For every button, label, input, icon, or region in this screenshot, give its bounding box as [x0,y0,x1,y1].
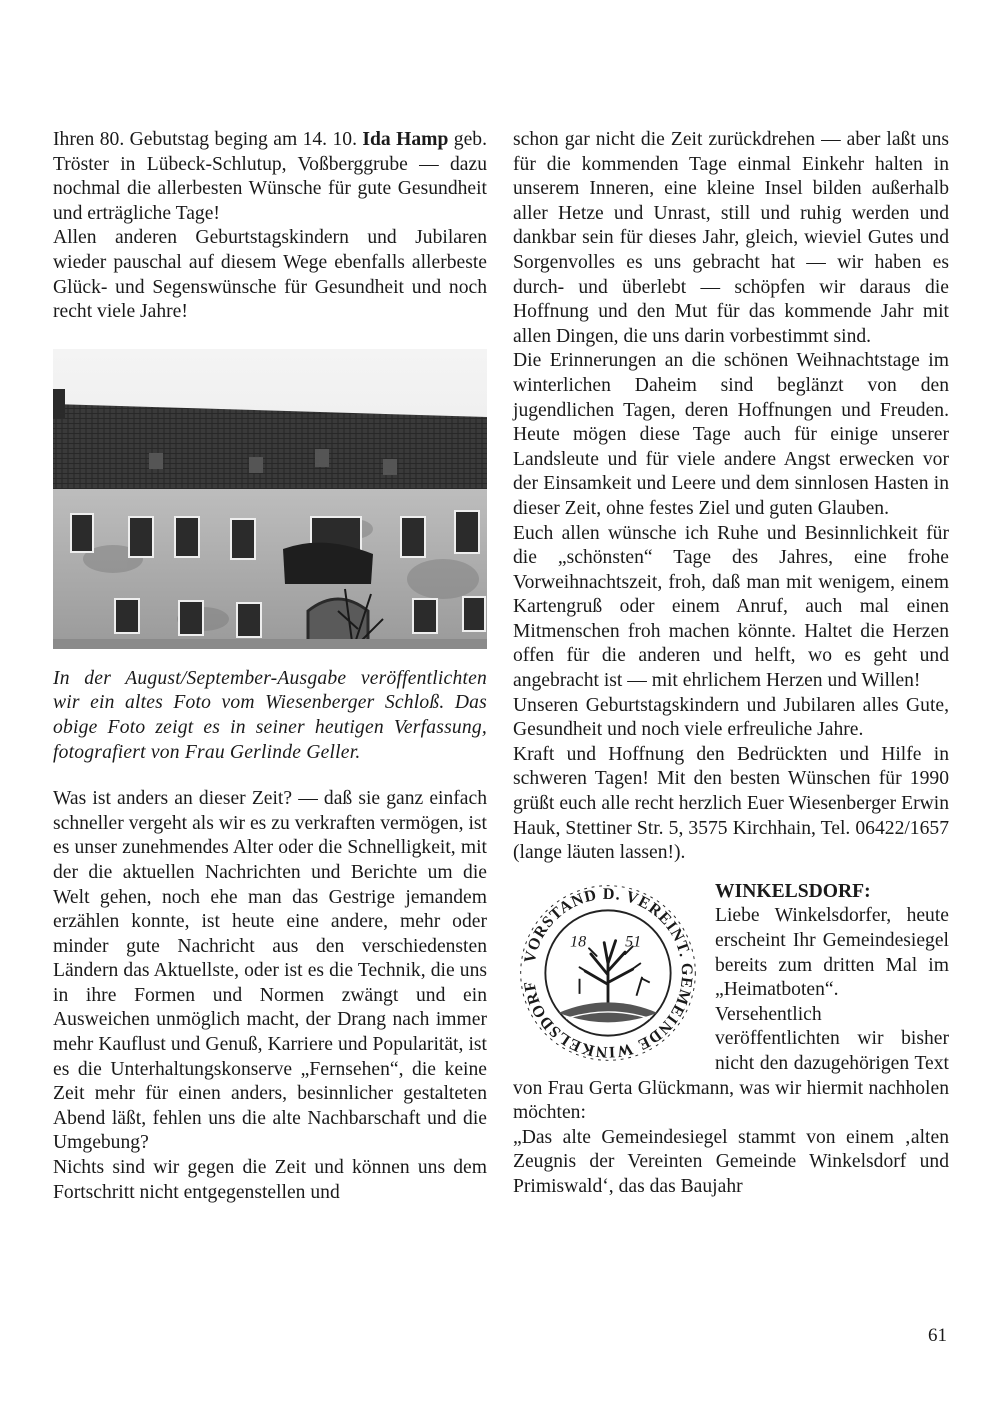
seal-year-left: 18 [570,933,587,951]
seal-ring-text: VORSTAND D. VEREINT. GEMEINDE WINKELSDORF [521,885,696,1061]
left-column [53,128,487,1205]
photo-caption: In der August/September-Ausgabe veröffentlichten wir ein altes Foto vom Wiesenberger Schloß. Das obige Foto zeigt es in seiner heutigen Verfassung, fotografiert von Frau Gerlinde Geller. [53,667,487,763]
winkelsdorf-heading: WINKELSDORF: [715,880,871,902]
reflection-paragraph: Was ist anders an dieser Zeit? — daß sie ganz einfach schneller vergeht als wir es zu verkraften vermögen, ist es unser zunehmendes Alter oder die Schnelligkeit, mit der die aktuellen Nachrichten und Berichte um die Welt gehen, noch ehe man das Gestrige jemandem erzählen konnte, ist heute eine andere, mehr oder minder gute Nachricht aus den verschiedensten Ländern das Aktuellste, oder ist es die Technik, die uns in ihre Formen und Normen zwängt und ein Ausweichen unmöglich macht, der Drang nach immer mehr Kauflust und Genuß, Karriere und Popularität, ist es die Unterhaltungskonserve „Fernsehen“, die keine Zeit mehr für einen anders, besinnlicher gestalteten Abend läßt, fehlen uns die alte Nachbarschaft und die Umgebung? [53,788,487,1154]
seal-year-right: 51 [625,933,642,951]
jubilee-paragraph: Unseren Geburtstagskindern und Jubilaren alles Gute, Gesundheit und noch viele erfreuliche Jahre. [513,694,949,741]
signature-paragraph: Kraft und Hoffnung den Bedrückten und Hilfe in schweren Tagen! Mit den besten Wünschen für 1990 grüßt euch alle recht herzlich Euer Wiesenberger Erwin Hauk, Stettiner Str. 5, 3575 Kirchhain, Tel. 06422/1657 (lange läuten lassen!). [513,743,949,864]
birthday-paragraph: Ihren 80. Gebutstag beging am 14. 10. Ida Hamp geb. Tröster in Lübeck-Schlutup, Voßberggrube — dazu nochmal die allerbesten Wünsche für gute Gesundheit und erträgliche Tage! [53,129,487,224]
seal-history-paragraph: „Das alte Gemeindesiegel stammt von einem ‚alten Zeugnis der Vereinten Gemeinde Winkelsdorf und Primiswald‘, das das Baujahr [513,1126,949,1197]
memories-paragraph: Die Erinnerungen an die schönen Weihnachtstage im winterlichen Daheim sind beglänzt von den jugendlichen Tagen, deren Hoffnungen und Freuden. Heute mögen diese Tage auch für einige unserer Landsleute und für viele andere Angst erwecken vor der Einsamkeit und Leere und dem sinnlosen Hasten in dieser Zeit, ohne festes Ziel und guten Glauben. [513,350,949,519]
right-column [513,128,949,1200]
birthday-name: Ida Hamp [362,129,449,150]
reflection-continued-paragraph: Nichts sind wir gegen die Zeit und können uns dem Fortschritt nicht entgegenstellen und [53,1157,487,1203]
winkelsdorf-section [513,880,949,1126]
wishes-paragraph: Euch allen wünsche ich Ruhe und Besinnlichkeit für die „schönsten“ Tage des Jahres, eine frohe Vorweihnachtszeit, froh, daß man mit wenigem, einem Kartengruß oder einem Anruf, auch mal einen Mitmenschen froh machen könnte. Haltet die Herzen offen für die anderen und helft, wo es geht und angebracht ist — mit ehrlichem Herzen und Willen! [513,522,949,692]
municipal-seal-image [513,880,703,1066]
greetings-paragraph: Allen anderen Geburtstagskindern und Jubilaren wieder pauschal auf diesem Wege ebenfalls allerbeste Glück- und Segenswünsche für Gesundheit und noch recht viele Jahre! [53,227,487,323]
holiday-paragraph: schon gar nicht die Zeit zurückdrehen — aber laßt uns für die kommenden Tage einmal Einkehr halten in unserem Inneren, eine kleine Insel bilden außerhalb aller Hetze und Unrast, still und ruhig werden und dankbar sein für dieses Jahr, gleich, wieviel Gutes und Sorgenvolles es uns gebracht hat — wir haben es durch- und überlebt — schöpfen wir daraus die Hoffnung und den Mut für das kommende Jahr mit allen Dingen, die uns darin vorbestimmt sind. [513,129,949,347]
castle-photo [53,349,487,649]
page-number: 61 [928,1325,947,1346]
winkelsdorf-paragraph: WINKELSDORF: Liebe Winkelsdorfer, heute erscheint Ihr Gemeindesiegel bereits zum dritten Mal im „Heimatboten“. Versehentlich veröffentlichten wir bisher nicht den dazugehörigen Text von Frau Gerta Glückmann, was wir hiermit nachholen möchten: [513,880,949,1124]
